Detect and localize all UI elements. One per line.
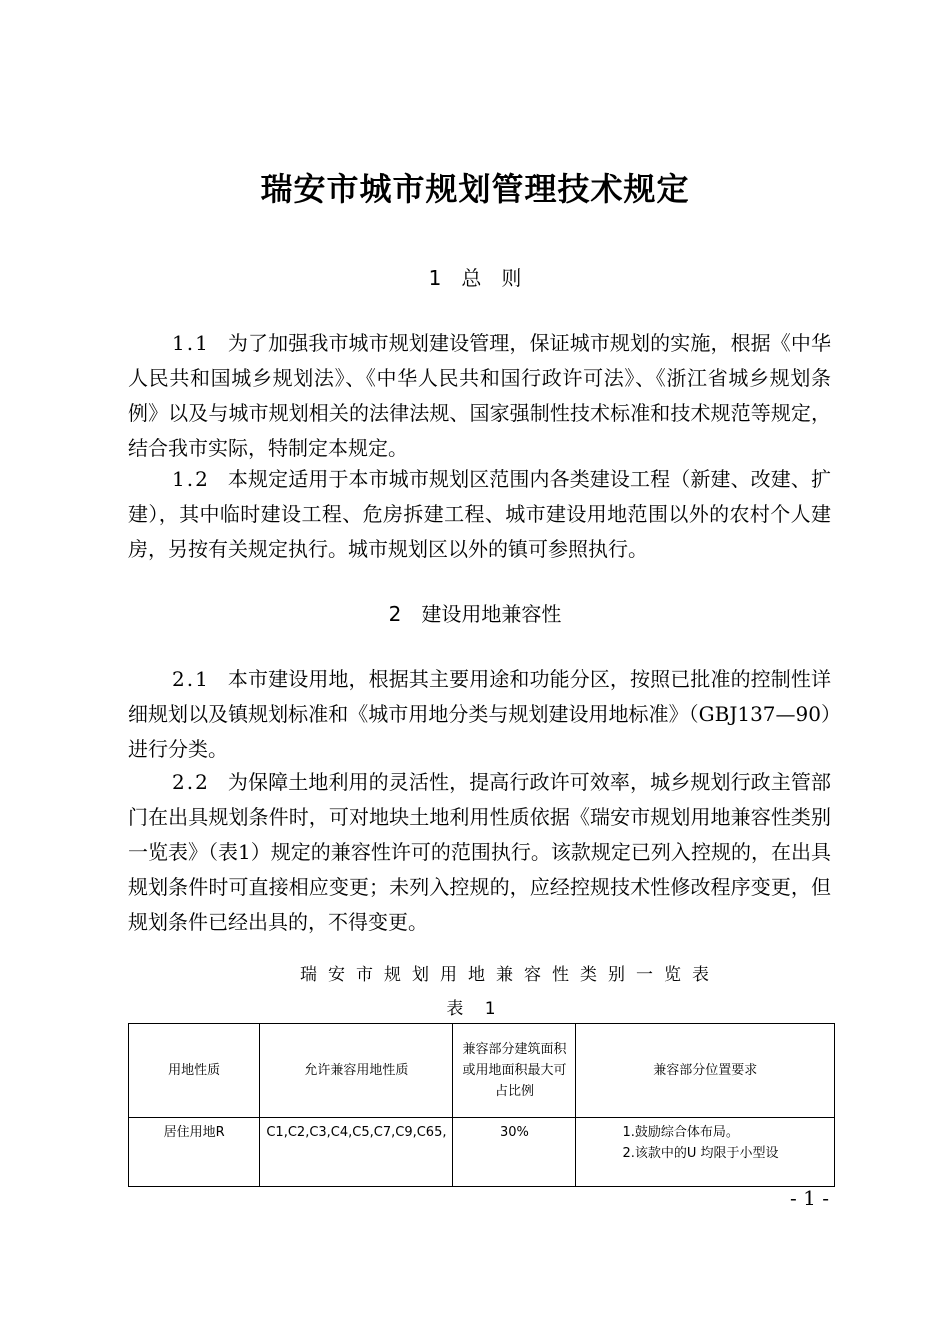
paragraph-number: 2.2	[172, 770, 210, 794]
header-max-ratio: 兼容部分建筑面积或用地面积最大可占比例	[453, 1024, 576, 1118]
table-label: 表 1	[446, 999, 504, 1019]
requirement-line: 2.该款中的U 均限于小型设	[622, 1146, 779, 1161]
cell-position-requirement	[576, 1118, 835, 1187]
paragraph-2-1	[128, 662, 831, 767]
requirement-line: 1.鼓励综合体布局。	[622, 1125, 739, 1140]
paragraph-1-2	[128, 462, 831, 567]
paragraph-number: 1.1	[172, 331, 210, 355]
document-title: 瑞安市城市规划管理技术规定	[260, 170, 690, 208]
page-number: - 1 -	[790, 1186, 829, 1210]
section-heading-general: 1 总 则	[428, 266, 522, 290]
paragraph-text: 本规定适用于本市城市规划区范围内各类建设工程（新建、改建、扩建），其中临时建设工程、危房拆建工程、城市建设用地范围以外的农村个人建房，另按有关规定执行。城市规划区以外的镇可参照执行。	[128, 467, 831, 561]
paragraph-1-1	[128, 326, 831, 466]
header-compatible-use: 允许兼容用地性质	[260, 1024, 453, 1118]
compatibility-table	[128, 1023, 835, 1187]
table-title: 瑞安市规划用地兼容性类别一览表	[300, 965, 720, 985]
cell-max-ratio: 30%	[453, 1118, 576, 1187]
table-row	[129, 1118, 835, 1187]
paragraph-text: 为了加强我市城市规划建设管理，保证城市规划的实施，根据《中华人民共和国城乡规划法》、《中华人民共和国行政许可法》、《浙江省城乡规划条例》以及与城市规划相关的法律法规、国家强制性技术标准和技术规范等规定，结合我市实际，特制定本规定。	[128, 331, 831, 460]
section-heading-land-compatibility: 2 建设用地兼容性	[388, 602, 562, 626]
header-land-use: 用地性质	[129, 1024, 260, 1118]
cell-compatible-use: C1,C2,C3,C4,C5,C7,C9,C65,	[260, 1118, 453, 1187]
paragraph-text: 本市建设用地，根据其主要用途和功能分区，按照已批准的控制性详细规划以及镇规划标准和《城市用地分类与规划建设用地标准》（GBJ137—90）进行分类。	[128, 667, 831, 761]
paragraph-number: 2.1	[172, 667, 210, 691]
paragraph-number: 1.2	[172, 467, 210, 491]
header-position-requirement: 兼容部分位置要求	[576, 1024, 835, 1118]
paragraph-text: 为保障土地利用的灵活性，提高行政许可效率，城乡规划行政主管部门在出具规划条件时，可对地块土地利用性质依据《瑞安市规划用地兼容性类别一览表》（表1）规定的兼容性许可的范围执行。该款规定已列入控规的，在出具规划条件时可直接相应变更；未列入控规的，应经控规技术性修改程序变更，但规划条件已经出具的，不得变更。	[128, 770, 831, 934]
table-header-row	[129, 1024, 835, 1118]
paragraph-2-2	[128, 765, 831, 940]
cell-land-use: 居住用地R	[129, 1118, 260, 1187]
